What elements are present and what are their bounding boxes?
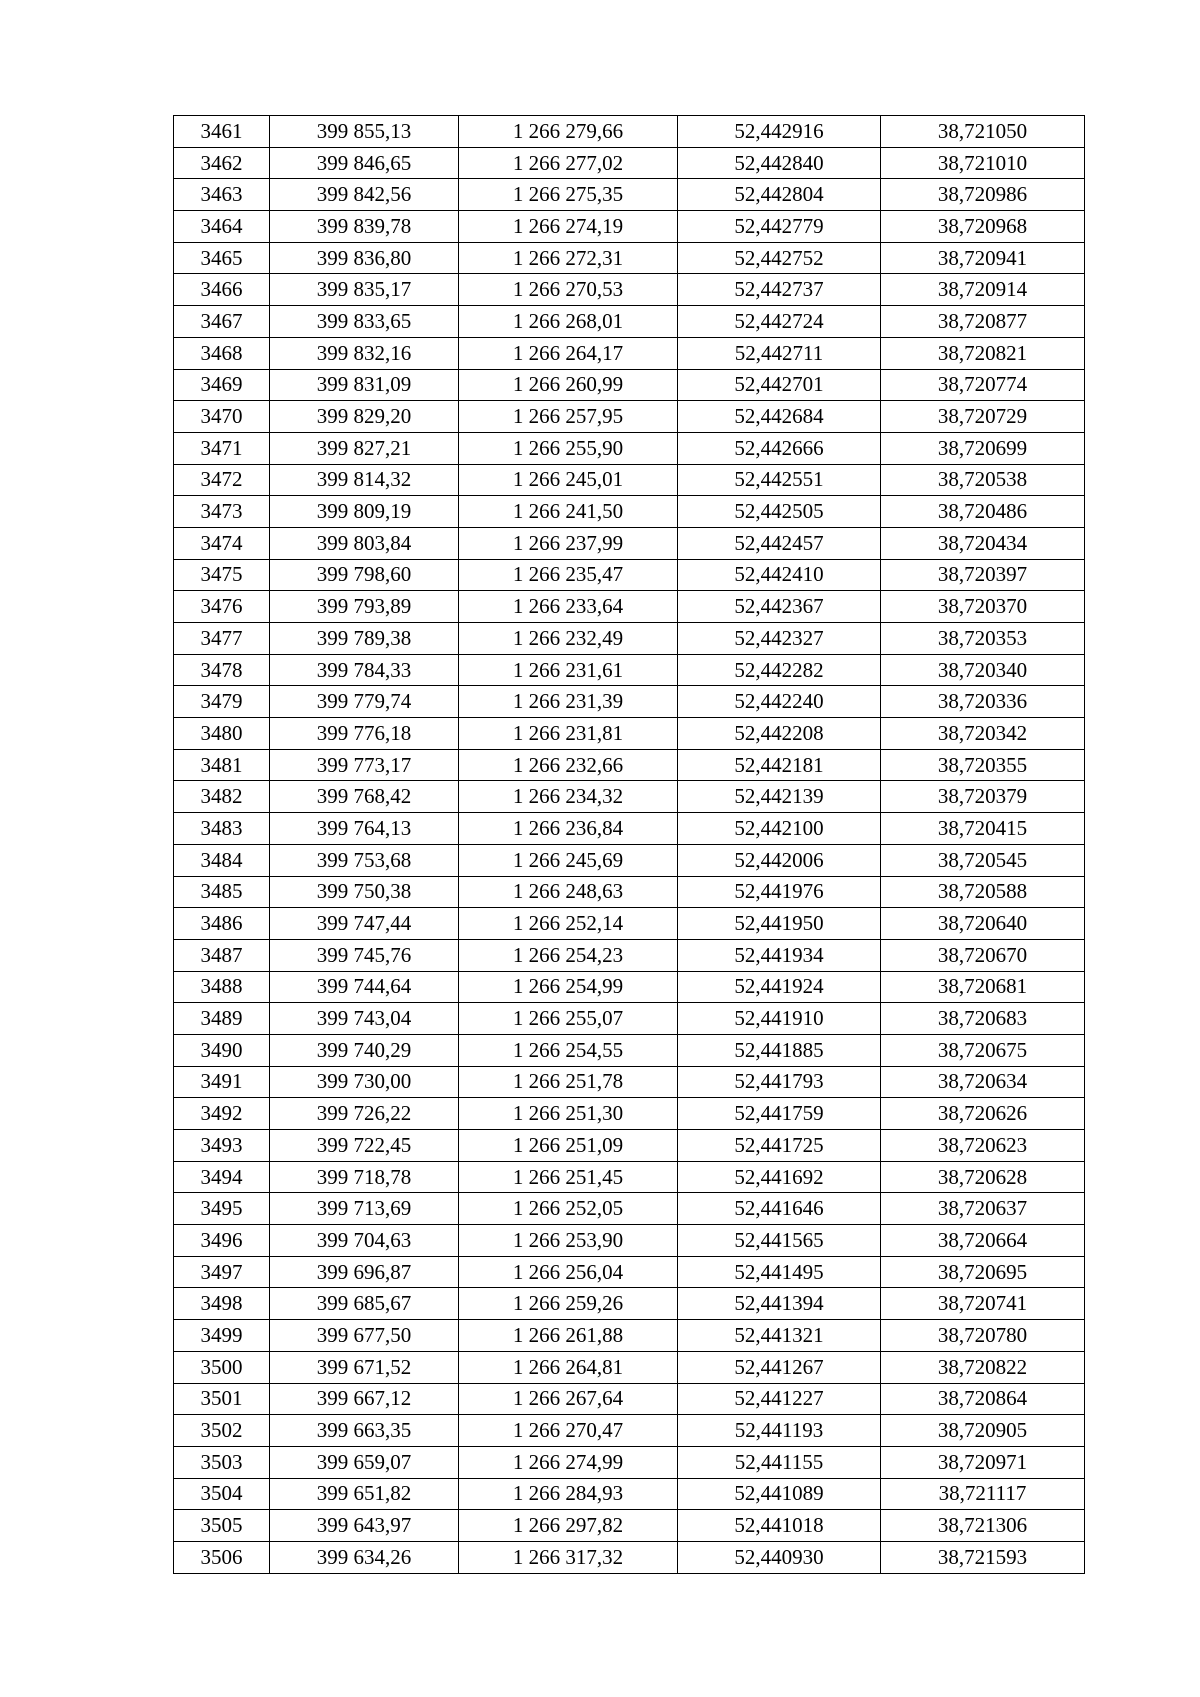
y-coordinate-cell: 1 266 251,45 [459, 1161, 678, 1193]
table-row [174, 1130, 1085, 1162]
longitude-cell: 38,720626 [881, 1098, 1085, 1130]
x-coordinate-cell: 399 745,76 [270, 939, 459, 971]
y-coordinate-cell: 1 266 264,81 [459, 1351, 678, 1383]
y-coordinate-cell: 1 266 268,01 [459, 306, 678, 338]
x-coordinate-cell: 399 829,20 [270, 401, 459, 433]
point-number-cell: 3471 [174, 432, 270, 464]
y-coordinate-cell: 1 266 297,82 [459, 1510, 678, 1542]
longitude-cell: 38,720699 [881, 432, 1085, 464]
point-number-cell: 3474 [174, 527, 270, 559]
point-number-cell: 3490 [174, 1034, 270, 1066]
longitude-cell: 38,720683 [881, 1003, 1085, 1035]
latitude-cell: 52,442737 [678, 274, 881, 306]
longitude-cell: 38,720695 [881, 1256, 1085, 1288]
y-coordinate-cell: 1 266 270,53 [459, 274, 678, 306]
table-row [174, 1288, 1085, 1320]
y-coordinate-cell: 1 266 264,17 [459, 337, 678, 369]
latitude-cell: 52,442666 [678, 432, 881, 464]
latitude-cell: 52,441692 [678, 1161, 881, 1193]
table-row [174, 1320, 1085, 1352]
point-number-cell: 3493 [174, 1130, 270, 1162]
table-row [174, 686, 1085, 718]
latitude-cell: 52,441193 [678, 1415, 881, 1447]
point-number-cell: 3477 [174, 623, 270, 655]
y-coordinate-cell: 1 266 251,78 [459, 1066, 678, 1098]
latitude-cell: 52,442724 [678, 306, 881, 338]
x-coordinate-cell: 399 809,19 [270, 496, 459, 528]
latitude-cell: 52,441089 [678, 1478, 881, 1510]
table-row [174, 939, 1085, 971]
x-coordinate-cell: 399 659,07 [270, 1446, 459, 1478]
longitude-cell: 38,720379 [881, 781, 1085, 813]
table-row [174, 813, 1085, 845]
longitude-cell: 38,720623 [881, 1130, 1085, 1162]
x-coordinate-cell: 399 747,44 [270, 908, 459, 940]
longitude-cell: 38,720822 [881, 1351, 1085, 1383]
table-row [174, 1256, 1085, 1288]
y-coordinate-cell: 1 266 251,30 [459, 1098, 678, 1130]
y-coordinate-cell: 1 266 232,66 [459, 749, 678, 781]
table-row [174, 1225, 1085, 1257]
point-number-cell: 3472 [174, 464, 270, 496]
point-number-cell: 3468 [174, 337, 270, 369]
point-number-cell: 3499 [174, 1320, 270, 1352]
latitude-cell: 52,441910 [678, 1003, 881, 1035]
latitude-cell: 52,441976 [678, 876, 881, 908]
latitude-cell: 52,442840 [678, 147, 881, 179]
y-coordinate-cell: 1 266 253,90 [459, 1225, 678, 1257]
longitude-cell: 38,720355 [881, 749, 1085, 781]
latitude-cell: 52,441495 [678, 1256, 881, 1288]
longitude-cell: 38,720538 [881, 464, 1085, 496]
longitude-cell: 38,720640 [881, 908, 1085, 940]
longitude-cell: 38,720664 [881, 1225, 1085, 1257]
table-row [174, 1478, 1085, 1510]
latitude-cell: 52,442505 [678, 496, 881, 528]
longitude-cell: 38,720545 [881, 844, 1085, 876]
x-coordinate-cell: 399 718,78 [270, 1161, 459, 1193]
latitude-cell: 52,441155 [678, 1446, 881, 1478]
table-row [174, 306, 1085, 338]
point-number-cell: 3465 [174, 242, 270, 274]
table-row [174, 623, 1085, 655]
y-coordinate-cell: 1 266 237,99 [459, 527, 678, 559]
table-row [174, 1161, 1085, 1193]
x-coordinate-cell: 399 855,13 [270, 116, 459, 148]
longitude-cell: 38,720741 [881, 1288, 1085, 1320]
y-coordinate-cell: 1 266 252,14 [459, 908, 678, 940]
y-coordinate-cell: 1 266 270,47 [459, 1415, 678, 1447]
table-row [174, 559, 1085, 591]
y-coordinate-cell: 1 266 261,88 [459, 1320, 678, 1352]
latitude-cell: 52,441018 [678, 1510, 881, 1542]
latitude-cell: 52,441267 [678, 1351, 881, 1383]
y-coordinate-cell: 1 266 277,02 [459, 147, 678, 179]
point-number-cell: 3480 [174, 718, 270, 750]
y-coordinate-cell: 1 266 248,63 [459, 876, 678, 908]
longitude-cell: 38,721117 [881, 1478, 1085, 1510]
x-coordinate-cell: 399 835,17 [270, 274, 459, 306]
point-number-cell: 3485 [174, 876, 270, 908]
y-coordinate-cell: 1 266 274,19 [459, 211, 678, 243]
table-row [174, 1034, 1085, 1066]
y-coordinate-cell: 1 266 245,69 [459, 844, 678, 876]
point-number-cell: 3478 [174, 654, 270, 686]
longitude-cell: 38,720675 [881, 1034, 1085, 1066]
table-row [174, 242, 1085, 274]
latitude-cell: 52,442240 [678, 686, 881, 718]
longitude-cell: 38,720864 [881, 1383, 1085, 1415]
point-number-cell: 3463 [174, 179, 270, 211]
latitude-cell: 52,441759 [678, 1098, 881, 1130]
y-coordinate-cell: 1 266 232,49 [459, 623, 678, 655]
point-number-cell: 3497 [174, 1256, 270, 1288]
table-row [174, 337, 1085, 369]
x-coordinate-cell: 399 713,69 [270, 1193, 459, 1225]
table-row [174, 1193, 1085, 1225]
x-coordinate-cell: 399 750,38 [270, 876, 459, 908]
x-coordinate-cell: 399 789,38 [270, 623, 459, 655]
y-coordinate-cell: 1 266 254,99 [459, 971, 678, 1003]
table-row [174, 1541, 1085, 1573]
table-row [174, 432, 1085, 464]
longitude-cell: 38,720681 [881, 971, 1085, 1003]
x-coordinate-cell: 399 667,12 [270, 1383, 459, 1415]
y-coordinate-cell: 1 266 254,55 [459, 1034, 678, 1066]
point-number-cell: 3470 [174, 401, 270, 433]
point-number-cell: 3473 [174, 496, 270, 528]
latitude-cell: 52,441227 [678, 1383, 881, 1415]
longitude-cell: 38,721306 [881, 1510, 1085, 1542]
table-row [174, 1003, 1085, 1035]
x-coordinate-cell: 399 842,56 [270, 179, 459, 211]
longitude-cell: 38,720342 [881, 718, 1085, 750]
y-coordinate-cell: 1 266 256,04 [459, 1256, 678, 1288]
point-number-cell: 3492 [174, 1098, 270, 1130]
y-coordinate-cell: 1 266 255,07 [459, 1003, 678, 1035]
latitude-cell: 52,442139 [678, 781, 881, 813]
point-number-cell: 3476 [174, 591, 270, 623]
longitude-cell: 38,720634 [881, 1066, 1085, 1098]
point-number-cell: 3482 [174, 781, 270, 813]
latitude-cell: 52,441885 [678, 1034, 881, 1066]
point-number-cell: 3501 [174, 1383, 270, 1415]
x-coordinate-cell: 399 743,04 [270, 1003, 459, 1035]
longitude-cell: 38,721050 [881, 116, 1085, 148]
x-coordinate-cell: 399 831,09 [270, 369, 459, 401]
latitude-cell: 52,441646 [678, 1193, 881, 1225]
x-coordinate-cell: 399 730,00 [270, 1066, 459, 1098]
x-coordinate-cell: 399 773,17 [270, 749, 459, 781]
y-coordinate-cell: 1 266 251,09 [459, 1130, 678, 1162]
latitude-cell: 52,442181 [678, 749, 881, 781]
point-number-cell: 3494 [174, 1161, 270, 1193]
y-coordinate-cell: 1 266 235,47 [459, 559, 678, 591]
y-coordinate-cell: 1 266 231,81 [459, 718, 678, 750]
longitude-cell: 38,720968 [881, 211, 1085, 243]
table-row [174, 591, 1085, 623]
point-number-cell: 3467 [174, 306, 270, 338]
latitude-cell: 52,441950 [678, 908, 881, 940]
point-number-cell: 3505 [174, 1510, 270, 1542]
point-number-cell: 3496 [174, 1225, 270, 1257]
latitude-cell: 52,442752 [678, 242, 881, 274]
longitude-cell: 38,720353 [881, 623, 1085, 655]
longitude-cell: 38,721593 [881, 1541, 1085, 1573]
latitude-cell: 52,441394 [678, 1288, 881, 1320]
y-coordinate-cell: 1 266 254,23 [459, 939, 678, 971]
longitude-cell: 38,720397 [881, 559, 1085, 591]
latitude-cell: 52,441934 [678, 939, 881, 971]
longitude-cell: 38,720821 [881, 337, 1085, 369]
x-coordinate-cell: 399 744,64 [270, 971, 459, 1003]
x-coordinate-cell: 399 677,50 [270, 1320, 459, 1352]
x-coordinate-cell: 399 651,82 [270, 1478, 459, 1510]
latitude-cell: 52,442701 [678, 369, 881, 401]
point-number-cell: 3469 [174, 369, 270, 401]
point-number-cell: 3479 [174, 686, 270, 718]
x-coordinate-cell: 399 685,67 [270, 1288, 459, 1320]
table-row [174, 1510, 1085, 1542]
latitude-cell: 52,441565 [678, 1225, 881, 1257]
table-row [174, 1098, 1085, 1130]
longitude-cell: 38,720986 [881, 179, 1085, 211]
table-row [174, 464, 1085, 496]
x-coordinate-cell: 399 634,26 [270, 1541, 459, 1573]
longitude-cell: 38,720780 [881, 1320, 1085, 1352]
x-coordinate-cell: 399 798,60 [270, 559, 459, 591]
y-coordinate-cell: 1 266 279,66 [459, 116, 678, 148]
x-coordinate-cell: 399 846,65 [270, 147, 459, 179]
point-number-cell: 3483 [174, 813, 270, 845]
latitude-cell: 52,442711 [678, 337, 881, 369]
longitude-cell: 38,720415 [881, 813, 1085, 845]
longitude-cell: 38,720486 [881, 496, 1085, 528]
x-coordinate-cell: 399 793,89 [270, 591, 459, 623]
latitude-cell: 52,442208 [678, 718, 881, 750]
x-coordinate-cell: 399 832,16 [270, 337, 459, 369]
latitude-cell: 52,442779 [678, 211, 881, 243]
point-number-cell: 3506 [174, 1541, 270, 1573]
y-coordinate-cell: 1 266 272,31 [459, 242, 678, 274]
longitude-cell: 38,720434 [881, 527, 1085, 559]
point-number-cell: 3495 [174, 1193, 270, 1225]
point-number-cell: 3475 [174, 559, 270, 591]
latitude-cell: 52,442916 [678, 116, 881, 148]
table-row [174, 147, 1085, 179]
table-row [174, 211, 1085, 243]
longitude-cell: 38,720670 [881, 939, 1085, 971]
point-number-cell: 3498 [174, 1288, 270, 1320]
y-coordinate-cell: 1 266 233,64 [459, 591, 678, 623]
longitude-cell: 38,720905 [881, 1415, 1085, 1447]
x-coordinate-cell: 399 814,32 [270, 464, 459, 496]
x-coordinate-cell: 399 726,22 [270, 1098, 459, 1130]
point-number-cell: 3461 [174, 116, 270, 148]
y-coordinate-cell: 1 266 257,95 [459, 401, 678, 433]
latitude-cell: 52,442457 [678, 527, 881, 559]
y-coordinate-cell: 1 266 231,61 [459, 654, 678, 686]
point-number-cell: 3462 [174, 147, 270, 179]
y-coordinate-cell: 1 266 317,32 [459, 1541, 678, 1573]
y-coordinate-cell: 1 266 284,93 [459, 1478, 678, 1510]
x-coordinate-cell: 399 776,18 [270, 718, 459, 750]
point-number-cell: 3503 [174, 1446, 270, 1478]
latitude-cell: 52,442684 [678, 401, 881, 433]
latitude-cell: 52,442327 [678, 623, 881, 655]
table-row [174, 179, 1085, 211]
table-row [174, 749, 1085, 781]
x-coordinate-cell: 399 643,97 [270, 1510, 459, 1542]
table-row [174, 1383, 1085, 1415]
longitude-cell: 38,720729 [881, 401, 1085, 433]
longitude-cell: 38,721010 [881, 147, 1085, 179]
table-row [174, 971, 1085, 1003]
point-number-cell: 3502 [174, 1415, 270, 1447]
longitude-cell: 38,720774 [881, 369, 1085, 401]
longitude-cell: 38,720588 [881, 876, 1085, 908]
table-row [174, 876, 1085, 908]
latitude-cell: 52,442006 [678, 844, 881, 876]
coordinates-table-body [174, 116, 1085, 1574]
table-row [174, 781, 1085, 813]
longitude-cell: 38,720370 [881, 591, 1085, 623]
table-row [174, 1066, 1085, 1098]
latitude-cell: 52,442367 [678, 591, 881, 623]
y-coordinate-cell: 1 266 234,32 [459, 781, 678, 813]
x-coordinate-cell: 399 764,13 [270, 813, 459, 845]
x-coordinate-cell: 399 704,63 [270, 1225, 459, 1257]
x-coordinate-cell: 399 753,68 [270, 844, 459, 876]
point-number-cell: 3487 [174, 939, 270, 971]
point-number-cell: 3489 [174, 1003, 270, 1035]
x-coordinate-cell: 399 827,21 [270, 432, 459, 464]
x-coordinate-cell: 399 833,65 [270, 306, 459, 338]
x-coordinate-cell: 399 803,84 [270, 527, 459, 559]
y-coordinate-cell: 1 266 231,39 [459, 686, 678, 718]
latitude-cell: 52,441321 [678, 1320, 881, 1352]
y-coordinate-cell: 1 266 260,99 [459, 369, 678, 401]
latitude-cell: 52,441793 [678, 1066, 881, 1098]
y-coordinate-cell: 1 266 275,35 [459, 179, 678, 211]
y-coordinate-cell: 1 266 245,01 [459, 464, 678, 496]
table-row [174, 1446, 1085, 1478]
x-coordinate-cell: 399 784,33 [270, 654, 459, 686]
y-coordinate-cell: 1 266 259,26 [459, 1288, 678, 1320]
x-coordinate-cell: 399 740,29 [270, 1034, 459, 1066]
point-number-cell: 3491 [174, 1066, 270, 1098]
longitude-cell: 38,720971 [881, 1446, 1085, 1478]
table-row [174, 908, 1085, 940]
table-row [174, 654, 1085, 686]
table-row [174, 527, 1085, 559]
y-coordinate-cell: 1 266 236,84 [459, 813, 678, 845]
point-number-cell: 3500 [174, 1351, 270, 1383]
latitude-cell: 52,442804 [678, 179, 881, 211]
point-number-cell: 3504 [174, 1478, 270, 1510]
y-coordinate-cell: 1 266 274,99 [459, 1446, 678, 1478]
table-row [174, 718, 1085, 750]
latitude-cell: 52,442282 [678, 654, 881, 686]
point-number-cell: 3464 [174, 211, 270, 243]
table-row [174, 274, 1085, 306]
x-coordinate-cell: 399 839,78 [270, 211, 459, 243]
point-number-cell: 3486 [174, 908, 270, 940]
longitude-cell: 38,720336 [881, 686, 1085, 718]
x-coordinate-cell: 399 768,42 [270, 781, 459, 813]
x-coordinate-cell: 399 696,87 [270, 1256, 459, 1288]
coordinates-table [173, 115, 1085, 1574]
latitude-cell: 52,442100 [678, 813, 881, 845]
latitude-cell: 52,442551 [678, 464, 881, 496]
x-coordinate-cell: 399 722,45 [270, 1130, 459, 1162]
latitude-cell: 52,441725 [678, 1130, 881, 1162]
x-coordinate-cell: 399 779,74 [270, 686, 459, 718]
x-coordinate-cell: 399 671,52 [270, 1351, 459, 1383]
longitude-cell: 38,720941 [881, 242, 1085, 274]
x-coordinate-cell: 399 663,35 [270, 1415, 459, 1447]
point-number-cell: 3488 [174, 971, 270, 1003]
table-row [174, 1415, 1085, 1447]
longitude-cell: 38,720914 [881, 274, 1085, 306]
table-row [174, 844, 1085, 876]
longitude-cell: 38,720877 [881, 306, 1085, 338]
latitude-cell: 52,440930 [678, 1541, 881, 1573]
y-coordinate-cell: 1 266 267,64 [459, 1383, 678, 1415]
point-number-cell: 3466 [174, 274, 270, 306]
latitude-cell: 52,441924 [678, 971, 881, 1003]
table-row [174, 496, 1085, 528]
y-coordinate-cell: 1 266 255,90 [459, 432, 678, 464]
table-row [174, 401, 1085, 433]
y-coordinate-cell: 1 266 252,05 [459, 1193, 678, 1225]
x-coordinate-cell: 399 836,80 [270, 242, 459, 274]
y-coordinate-cell: 1 266 241,50 [459, 496, 678, 528]
table-row [174, 369, 1085, 401]
point-number-cell: 3484 [174, 844, 270, 876]
longitude-cell: 38,720340 [881, 654, 1085, 686]
table-row [174, 1351, 1085, 1383]
longitude-cell: 38,720628 [881, 1161, 1085, 1193]
latitude-cell: 52,442410 [678, 559, 881, 591]
table-row [174, 116, 1085, 148]
point-number-cell: 3481 [174, 749, 270, 781]
longitude-cell: 38,720637 [881, 1193, 1085, 1225]
